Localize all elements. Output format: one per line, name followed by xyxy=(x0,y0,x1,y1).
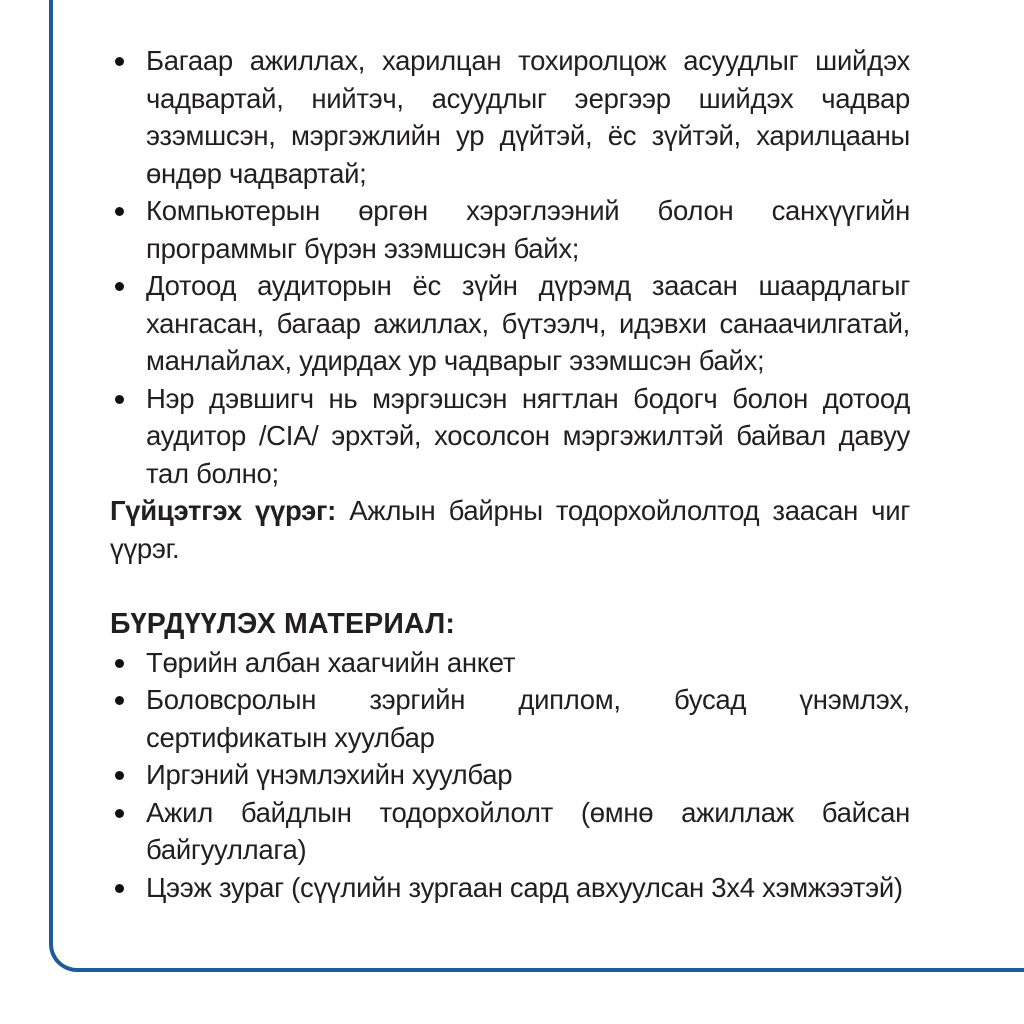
document-content xyxy=(110,42,910,906)
list-item: Багаар ажиллах, харилцан тохиролцож асуудлыг шийдэх чадвартай, нийтэч, асуудлыг эергээр шийдэх чадвар эзэмшсэн, мэргэжлийн ур дүйтэй, ёс зүйтэй, харилцааны өндөр чадвартай; xyxy=(110,42,910,192)
duty-paragraph xyxy=(110,492,910,567)
duty-text: Ажлын байрны тодорхойлолтод заасан чиг үүрэг. xyxy=(110,495,910,564)
requirements-list xyxy=(110,42,910,492)
list-item: Цээж зураг (сүүлийн зургаан сард авхуулсан 3х4 хэмжээтэй) xyxy=(110,869,910,907)
list-item: Ажил байдлын тодорхойлолт (өмнө ажиллаж байсан байгууллага) xyxy=(110,794,910,869)
list-item: Төрийн албан хаагчийн анкет xyxy=(110,644,910,682)
list-item: Нэр дэвшигч нь мэргэшсэн нягтлан бодогч болон дотоод аудитор /CIA/ эрхтэй, хосолсон мэргэжилтэй байвал давуу тал болно; xyxy=(110,380,910,493)
materials-heading: БҮРДҮҮЛЭХ МАТЕРИАЛ: xyxy=(110,608,456,640)
list-item: Компьютерын өргөн хэрэглээний болон санхүүгийн программыг бүрэн эзэмшсэн байх; xyxy=(110,192,910,267)
duty-label: Гүйцэтгэх үүрэг: xyxy=(110,495,337,526)
materials-list xyxy=(110,644,910,907)
list-item: Иргэний үнэмлэхийн хуулбар xyxy=(110,756,910,794)
list-item: Боловсролын зэргийн диплом, бусад үнэмлэх, сертификатын хуулбар xyxy=(110,681,910,756)
list-item: Дотоод аудиторын ёс зүйн дүрэмд заасан шаардлагыг хангасан, багаар ажиллах, бүтээлч, идэвхи санаачилгатай, манлайлах, удирдах ур чадварыг эзэмшсэн байх; xyxy=(110,267,910,380)
